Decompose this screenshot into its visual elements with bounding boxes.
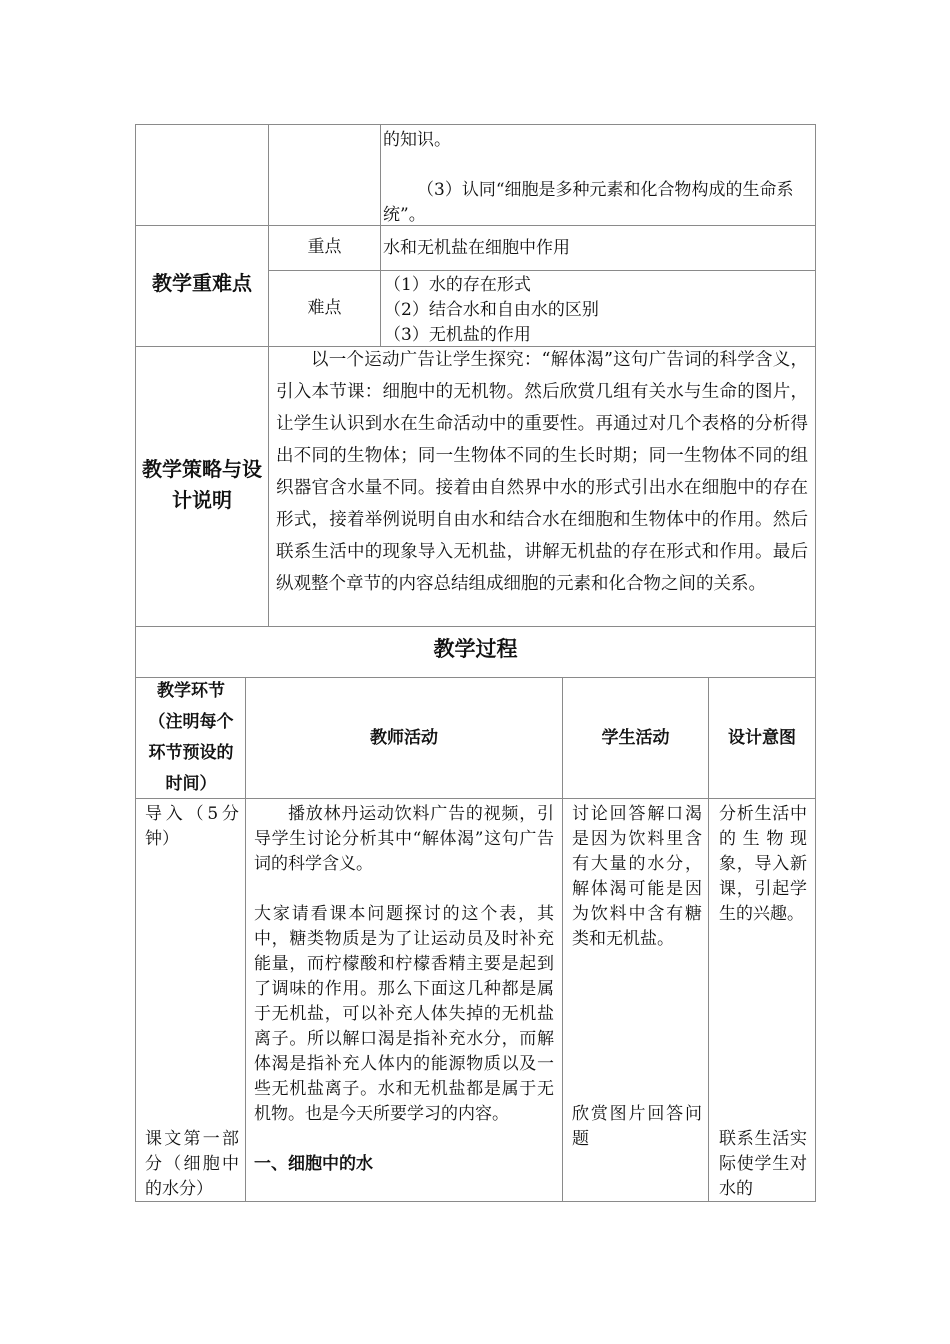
key-points-label: 教学重难点: [152, 271, 252, 295]
objectives-continuation: [383, 128, 813, 228]
difficulty-item-2: （2）结合水和自由水的区别: [384, 300, 599, 320]
border-row-body-top: [135, 798, 816, 799]
teacher-activity: [254, 802, 554, 1177]
difficulty-item-1: （1）水的存在形式: [384, 275, 531, 295]
difficulty-item-3: （3）无机盐的作用: [384, 325, 531, 345]
strategy-text-cell: [276, 344, 808, 600]
border-row-process-title-top: [135, 626, 816, 627]
border-outer-top: [135, 124, 816, 125]
objectives-line1: 的知识。: [383, 130, 451, 150]
focus-text: 水和无机盐在细胞中作用: [383, 238, 570, 258]
border-process-col1: [245, 677, 246, 1202]
header-stage: 教学环节（注明每个环节预设的时间）: [148, 681, 234, 794]
header-intent: 设计意图: [728, 728, 796, 748]
strategy-text: 以一个运动广告让学生探究：“解体渴”这句广告词的科学含义，引入本节课：细胞中的无机物。然后欣赏几组有关水与生命的图片，让学生认识到水在生命活动中的重要性。再通过对几个表格的分析得出不同的生物体；同一生物体不同的生长时期；同一生物体不同的组织器官含水量不同。接着由自然界中水的形式引出水在细胞中的存在形式，接着举例说明自由水和结合水在细胞和生物体中的作用。然后联系生活中的现象导入无机盐，讲解无机盐的存在形式和作用。最后纵观整个章节的内容总结组成细胞的元素和化合物之间的关系。: [276, 350, 808, 594]
student-activity-2: 欣赏图片回答问题: [572, 1104, 702, 1149]
header-student: 学生活动: [601, 728, 670, 748]
strategy-label: 教学策略与设计说明: [142, 457, 262, 512]
stage-intro: 导入（5分钟）: [145, 804, 239, 849]
intent-1: 分析生活中的生物现象，导入新课，引起学生的兴趣。: [719, 804, 807, 924]
difficulty-label: 难点: [307, 298, 342, 318]
difficulty-list: [384, 273, 814, 348]
intent-2: 联系生活实际使学生对水的: [719, 1129, 807, 1199]
border-process-col2: [562, 677, 563, 1202]
process-title: 教学过程: [433, 637, 518, 661]
border-row-header-top: [135, 677, 816, 678]
focus-label: 重点: [307, 237, 342, 257]
border-top-col2: [380, 124, 381, 347]
border-process-col3: [708, 677, 709, 1202]
header-teacher: 教师活动: [370, 728, 438, 748]
teacher-paragraph-1: 播放林丹运动饮料广告的视频，引导学生讨论分析其中“解体渴”这句广告词的科学含义。: [254, 804, 554, 874]
teacher-paragraph-2: 大家请看课本问题探讨的这个表，其中，糖类物质是为了让运动员及时补充能量，而柠檬酸和柠檬香精主要是起到了调味的作用。那么下面这几种都是属于无机盐，可以补充人体失掉的无机盐离子。所以解口渴是指补充水分，而解体渴是指补充人体内的能源物质以及一些无机盐离子。水和无机盐都是属于无机物。也是今天所要学习的内容。: [254, 904, 554, 1124]
student-activity-1: 讨论回答解口渴是因为饮料里含有大量的水分，解体渴可能是因为饮料中含有糖类和无机盐。: [572, 804, 702, 949]
stage-lesson-part1: 课文第一部分（细胞中的水分）: [145, 1129, 239, 1199]
border-top-col1: [268, 124, 269, 627]
border-outer-right: [815, 124, 816, 1202]
border-row-difficulty-top: [268, 270, 816, 271]
teacher-section-heading: 一、细胞中的水: [254, 1154, 373, 1174]
objectives-item3: （3）认同“细胞是多种元素和化合物构成的生命系统”。: [383, 180, 794, 225]
